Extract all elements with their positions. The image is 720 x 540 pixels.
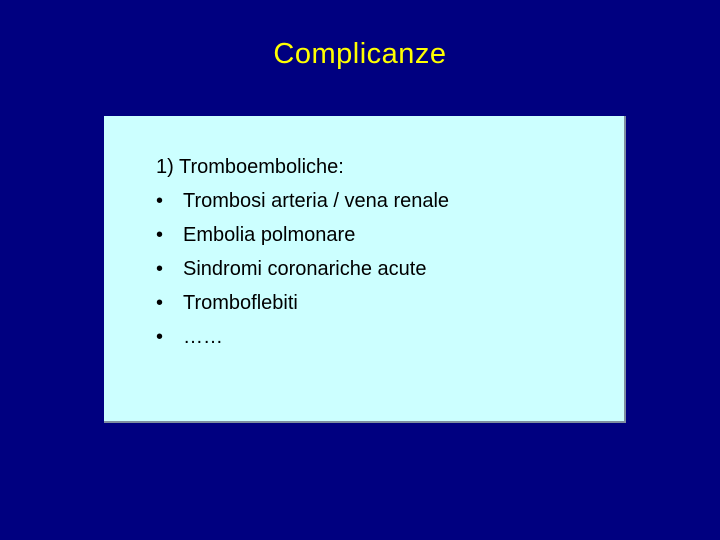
list-item-text: Tromboflebiti (183, 292, 298, 314)
bullet-icon: • (156, 326, 164, 348)
list-item-text: …… (183, 326, 223, 348)
list-item (156, 286, 449, 320)
list-heading: 1) Tromboemboliche: (156, 156, 344, 178)
slide-title: Complicanze (273, 38, 447, 70)
list-item (156, 320, 449, 354)
bullet-list (156, 184, 449, 354)
bullet-icon: • (156, 258, 164, 280)
bullet-icon: • (156, 190, 164, 212)
list-item-text: Sindromi coronariche acute (183, 258, 427, 280)
list-item-text: Trombosi arteria / vena renale (183, 190, 450, 212)
list-item (156, 218, 449, 252)
bullet-icon: • (156, 224, 164, 246)
list-item (156, 184, 449, 218)
bullet-icon: • (156, 292, 164, 314)
list-item (156, 252, 449, 286)
content-box (104, 116, 626, 423)
list-item-text: Embolia polmonare (183, 224, 356, 246)
